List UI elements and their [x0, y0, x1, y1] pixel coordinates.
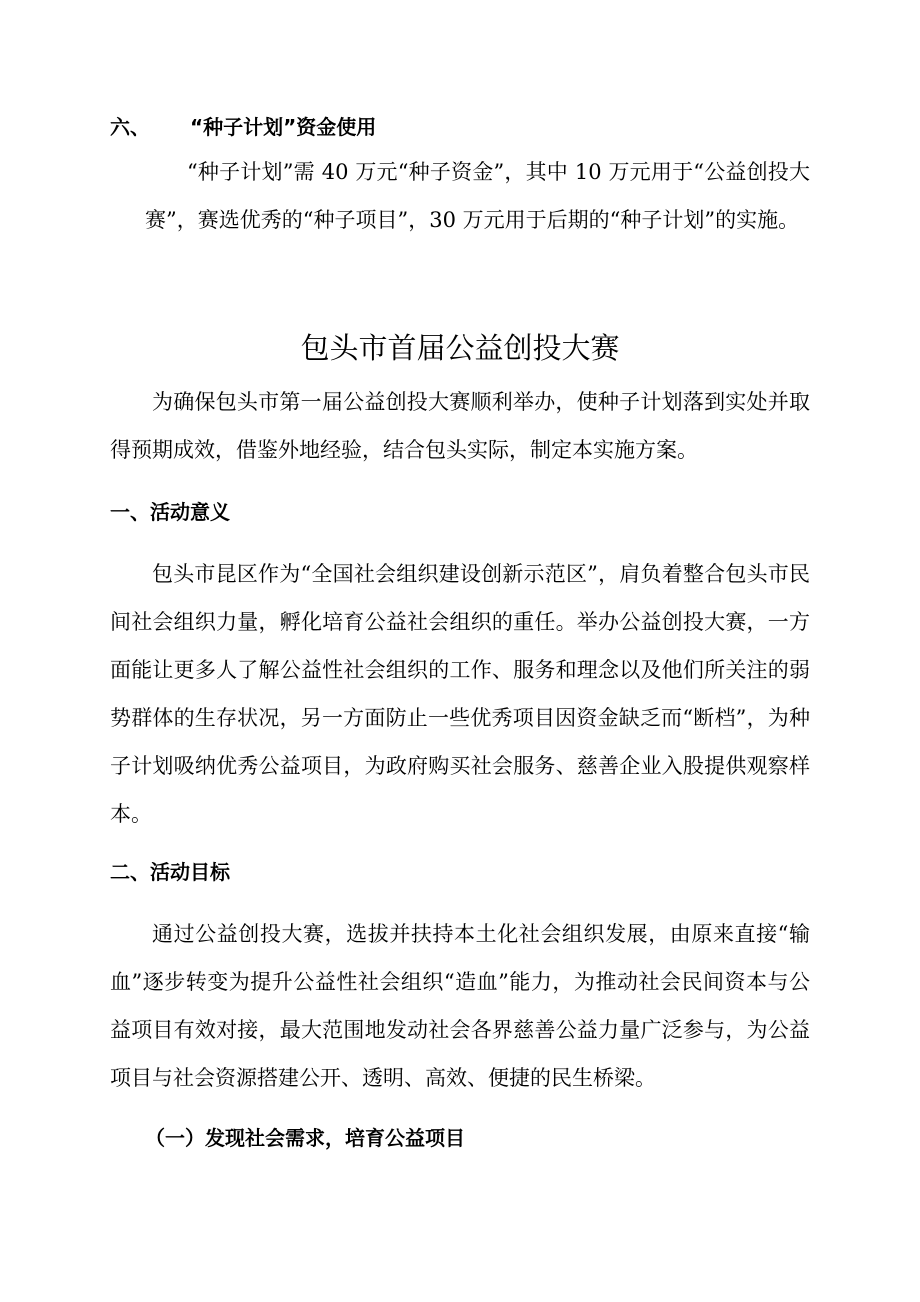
- intro-paragraph: 为确保包头市第一届公益创投大赛顺利举办，使种子计划落到实处并取得预期成效，借鉴外地经验，结合包头实际，制定本实施方案。: [110, 390, 810, 462]
- document-title: 包头市首届公益创投大赛: [300, 331, 620, 365]
- section-six-heading: [110, 112, 376, 142]
- part-two-heading: 二、活动目标: [110, 860, 230, 884]
- section-six-title: “种子计划”资金使用: [190, 115, 377, 139]
- part-one-paragraph: 包头市昆区作为“全国社会组织建设创新示范区”，肩负着整合包头市民间社会组织力量，孵化培育公益社会组织的重任。举办公益创投大赛，一方面能让更多人了解公益性社会组织的工作、服务和理念以及他们所关注的弱势群体的生存状况，另一方面防止一些优秀项目因资金缺乏而“断档”，为种子计划吸纳优秀公益项目，为政府购买社会服务、慈善企业入股提供观察样本。: [110, 562, 810, 826]
- subsection-one-heading: （一）发现社会需求，培育公益项目: [145, 1126, 465, 1150]
- part-two-paragraph: 通过公益创投大赛，选拔并扶持本土化社会组织发展，由原来直接“输血”逐步转变为提升公益性社会组织“造血”能力，为推动社会民间资本与公益项目有效对接，最大范围地发动社会各界慈善公益力量广泛参与，为公益项目与社会资源搭建公开、透明、高效、便捷的民生桥梁。: [110, 922, 810, 1090]
- section-six-paragraph: “种子计划”需 40 万元“种子资金”，其中 10 万元用于“公益创投大赛”，赛选优秀的“种子项目”，30 万元用于后期的“种子计划”的实施。: [145, 160, 810, 232]
- section-six-number: 六、: [110, 115, 150, 139]
- part-one-heading: 一、活动意义: [110, 500, 230, 524]
